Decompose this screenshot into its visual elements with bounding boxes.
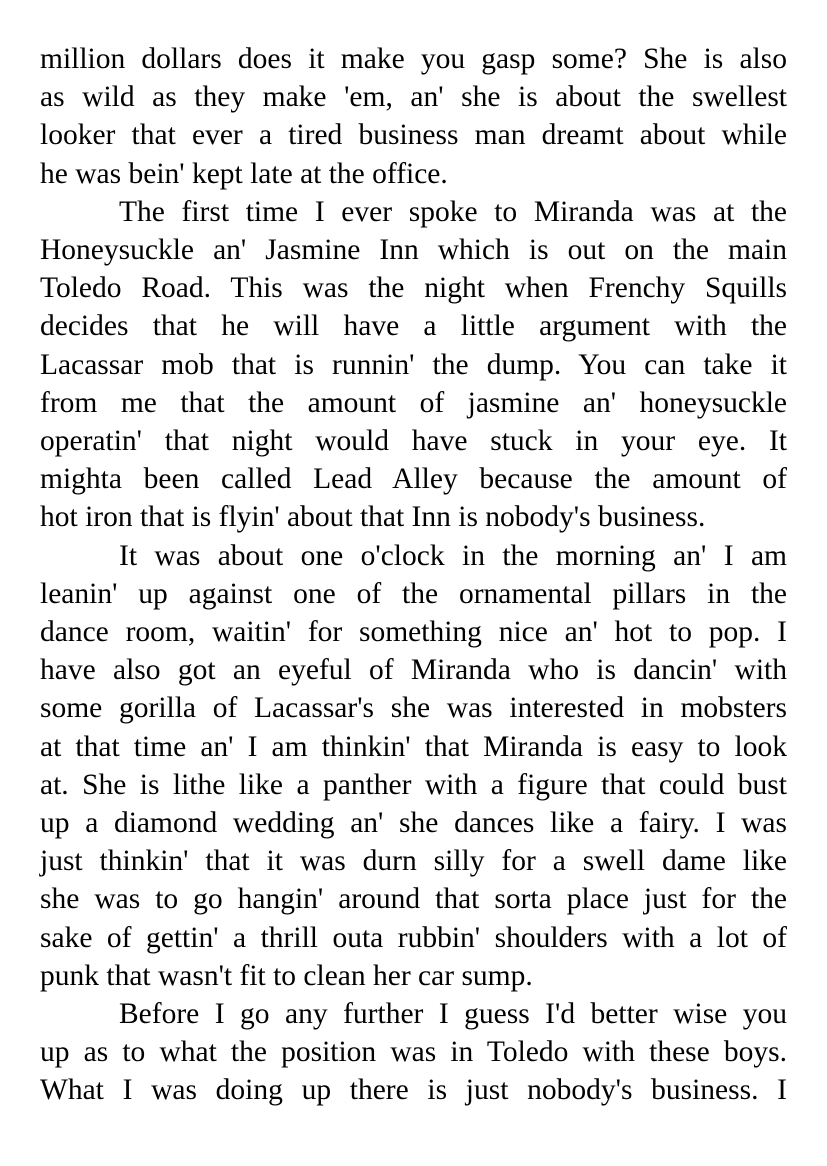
text-line: dance room, waitin' for something nice an' hot to pop. I — [40, 616, 787, 649]
text-line: Toledo Road. This was the night when Frenchy Squills — [40, 272, 787, 305]
text-line: punk that wasn't fit to clean her car sump. — [40, 959, 533, 992]
text-line: The first time I ever spoke to Miranda was at the — [119, 195, 787, 228]
text-line: at that time an' I am thinkin' that Miranda is easy to look — [40, 730, 787, 763]
text-line: sake of gettin' a thrill outa rubbin' shoulders with a lot of — [40, 921, 787, 954]
paragraph-3 — [40, 537, 787, 995]
text-line: he was bein' kept late at the office. — [40, 157, 448, 190]
text-line: as wild as they make 'em, an' she is about the swellest — [40, 81, 787, 114]
text-line: decides that he will have a little argument with the — [40, 310, 787, 343]
text-line: some gorilla of Lacassar's she was interested in mobsters — [40, 692, 787, 725]
text-line: at. She is lithe like a panther with a figure that could bust — [40, 768, 787, 801]
text-line: Honeysuckle an' Jasmine Inn which is out on the main — [40, 234, 787, 267]
text-line: looker that ever a tired business man dreamt about while — [40, 119, 787, 152]
text-line: up as to what the position was in Toledo with these boys. — [40, 1036, 787, 1069]
text-line: What I was doing up there is just nobody's business. I — [40, 1074, 787, 1107]
text-line: have also got an eyeful of Miranda who is dancin' with — [40, 654, 787, 687]
text-line: It was about one o'clock in the morning an' I am — [119, 539, 787, 572]
text-line: Before I go any further I guess I'd better wise you — [119, 998, 787, 1031]
paragraph-1 — [40, 40, 787, 193]
text-line: up a diamond wedding an' she dances like a fairy. I was — [40, 807, 787, 840]
text-line: Lacassar mob that is runnin' the dump. You can take it — [40, 348, 787, 381]
text-line: just thinkin' that it was durn silly for a swell dame like — [40, 845, 787, 878]
text-line: hot iron that is flyin' about that Inn is nobody's business. — [40, 501, 706, 534]
paragraph-2 — [40, 193, 787, 537]
text-line: from me that the amount of jasmine an' honeysuckle — [40, 386, 787, 419]
document-page — [40, 40, 787, 1110]
text-line: leanin' up against one of the ornamental pillars in the — [40, 577, 787, 610]
text-line: she was to go hangin' around that sorta place just for the — [40, 883, 787, 916]
text-line: mighta been called Lead Alley because the amount of — [40, 463, 787, 496]
text-line: million dollars does it make you gasp some? She is also — [40, 43, 787, 75]
paragraph-4 — [40, 995, 787, 1110]
text-line: operatin' that night would have stuck in your eye. It — [40, 425, 787, 458]
